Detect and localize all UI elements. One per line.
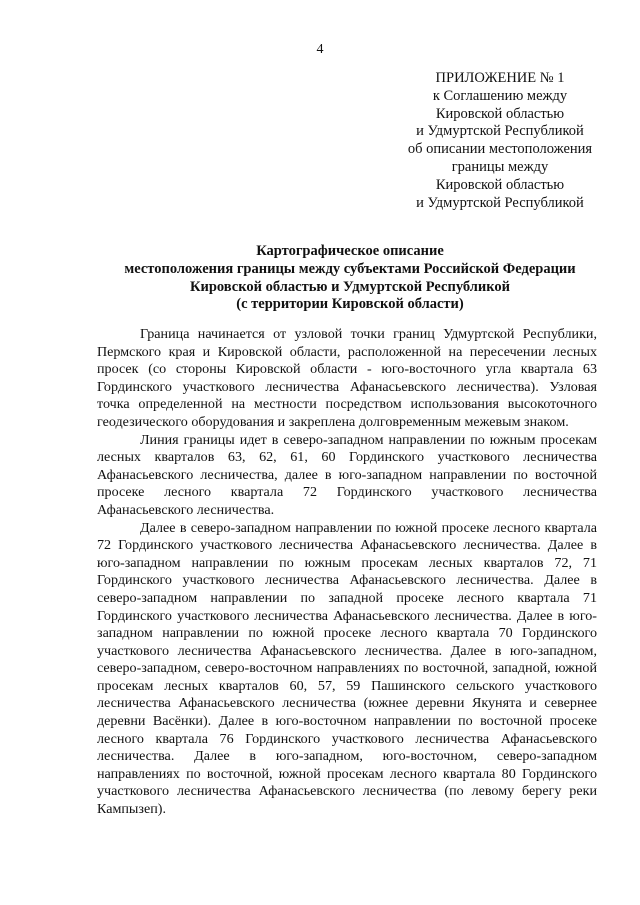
title-line: Кировской областью и Удмуртской Республикой bbox=[189, 278, 511, 295]
body-text bbox=[97, 326, 597, 819]
appendix-line: ПРИЛОЖЕНИЕ № 1 bbox=[435, 70, 565, 86]
paragraph: Линия границы идет в северо-западном направлении по южным просекам лесных кварталов 63, 62, 61, 60 Гординского участкового лесничества Афанасьевского лесничества, далее в юго-западном направлении по восточной просеке лесного квартала 72 Гординского участкового лесничества Афанасьевского лесничества. bbox=[97, 431, 597, 518]
appendix-line: об описании местоположения bbox=[407, 141, 593, 158]
appendix-line: и Удмуртской Республикой bbox=[416, 123, 584, 140]
title-line: Картографическое описание bbox=[256, 243, 444, 259]
paragraph: Граница начинается от узловой точки границ Удмуртской Республики, Пермского края и Кировской области, расположенной на пересечении лесных просек (со стороны Кировской области - юго-восточного угла квартала 63 Гординского участкового лесничества Афанасьевского лесничества). Узловая точка определенной на местности посредством использования высокоточного геодезического оборудования и закреплена долговременным межевым знаком. bbox=[97, 326, 597, 430]
title-line: (с территории Кировской области) bbox=[236, 296, 464, 313]
appendix-header bbox=[395, 70, 605, 212]
appendix-line: Кировской областью bbox=[435, 105, 565, 122]
appendix-line: границы между bbox=[451, 158, 549, 175]
title-line: местоположения границы между субъектами Российской Федерации bbox=[124, 260, 576, 277]
appendix-line: и Удмуртской Республикой bbox=[416, 194, 584, 211]
appendix-line: Кировской областью bbox=[435, 176, 565, 193]
appendix-line: к Соглашению между bbox=[432, 87, 568, 104]
paragraph: Далее в северо-западном направлении по южной просеке лесного квартала 72 Гординского участкового лесничества Афанасьевского лесничества. Далее в юго-западном направлении по южным просекам лесных кварталов 72, 71 Гординского участкового лесничества Афанасьевского лесничества. Далее в северо-западном направлении по западной просеке лесного квартала 71 Гординского участкового лесничества Афанасьевского лесничества. Далее в юго-западном направлении по южной просеке лесного квартала 70 Гординского участкового лесничества Афанасьевского лесничества. Далее в юго-западном, северо-западном, северо-восточном направлениях по восточной, западной, южной просекам лесных кварталов 60, 57, 59 Пашинского сельского участкового лесничества Афанасьевского лесничества (южнее деревни Якунята и севернее деревни Васёнки). Далее в юго-восточном направлении по восточной просеке лесного квартала 76 Гординского участкового лесничества Афанасьевского лесничества. Далее в юго-западном, юго-восточном, северо-западном направлениях по восточной, южной просекам лесного квартала 80 Гординского участкового лесничества Афанасьевского лесничества (по левому берегу реки Кампызеп). bbox=[97, 519, 597, 818]
page-number: 4 bbox=[316, 42, 324, 57]
document-title bbox=[60, 243, 640, 314]
